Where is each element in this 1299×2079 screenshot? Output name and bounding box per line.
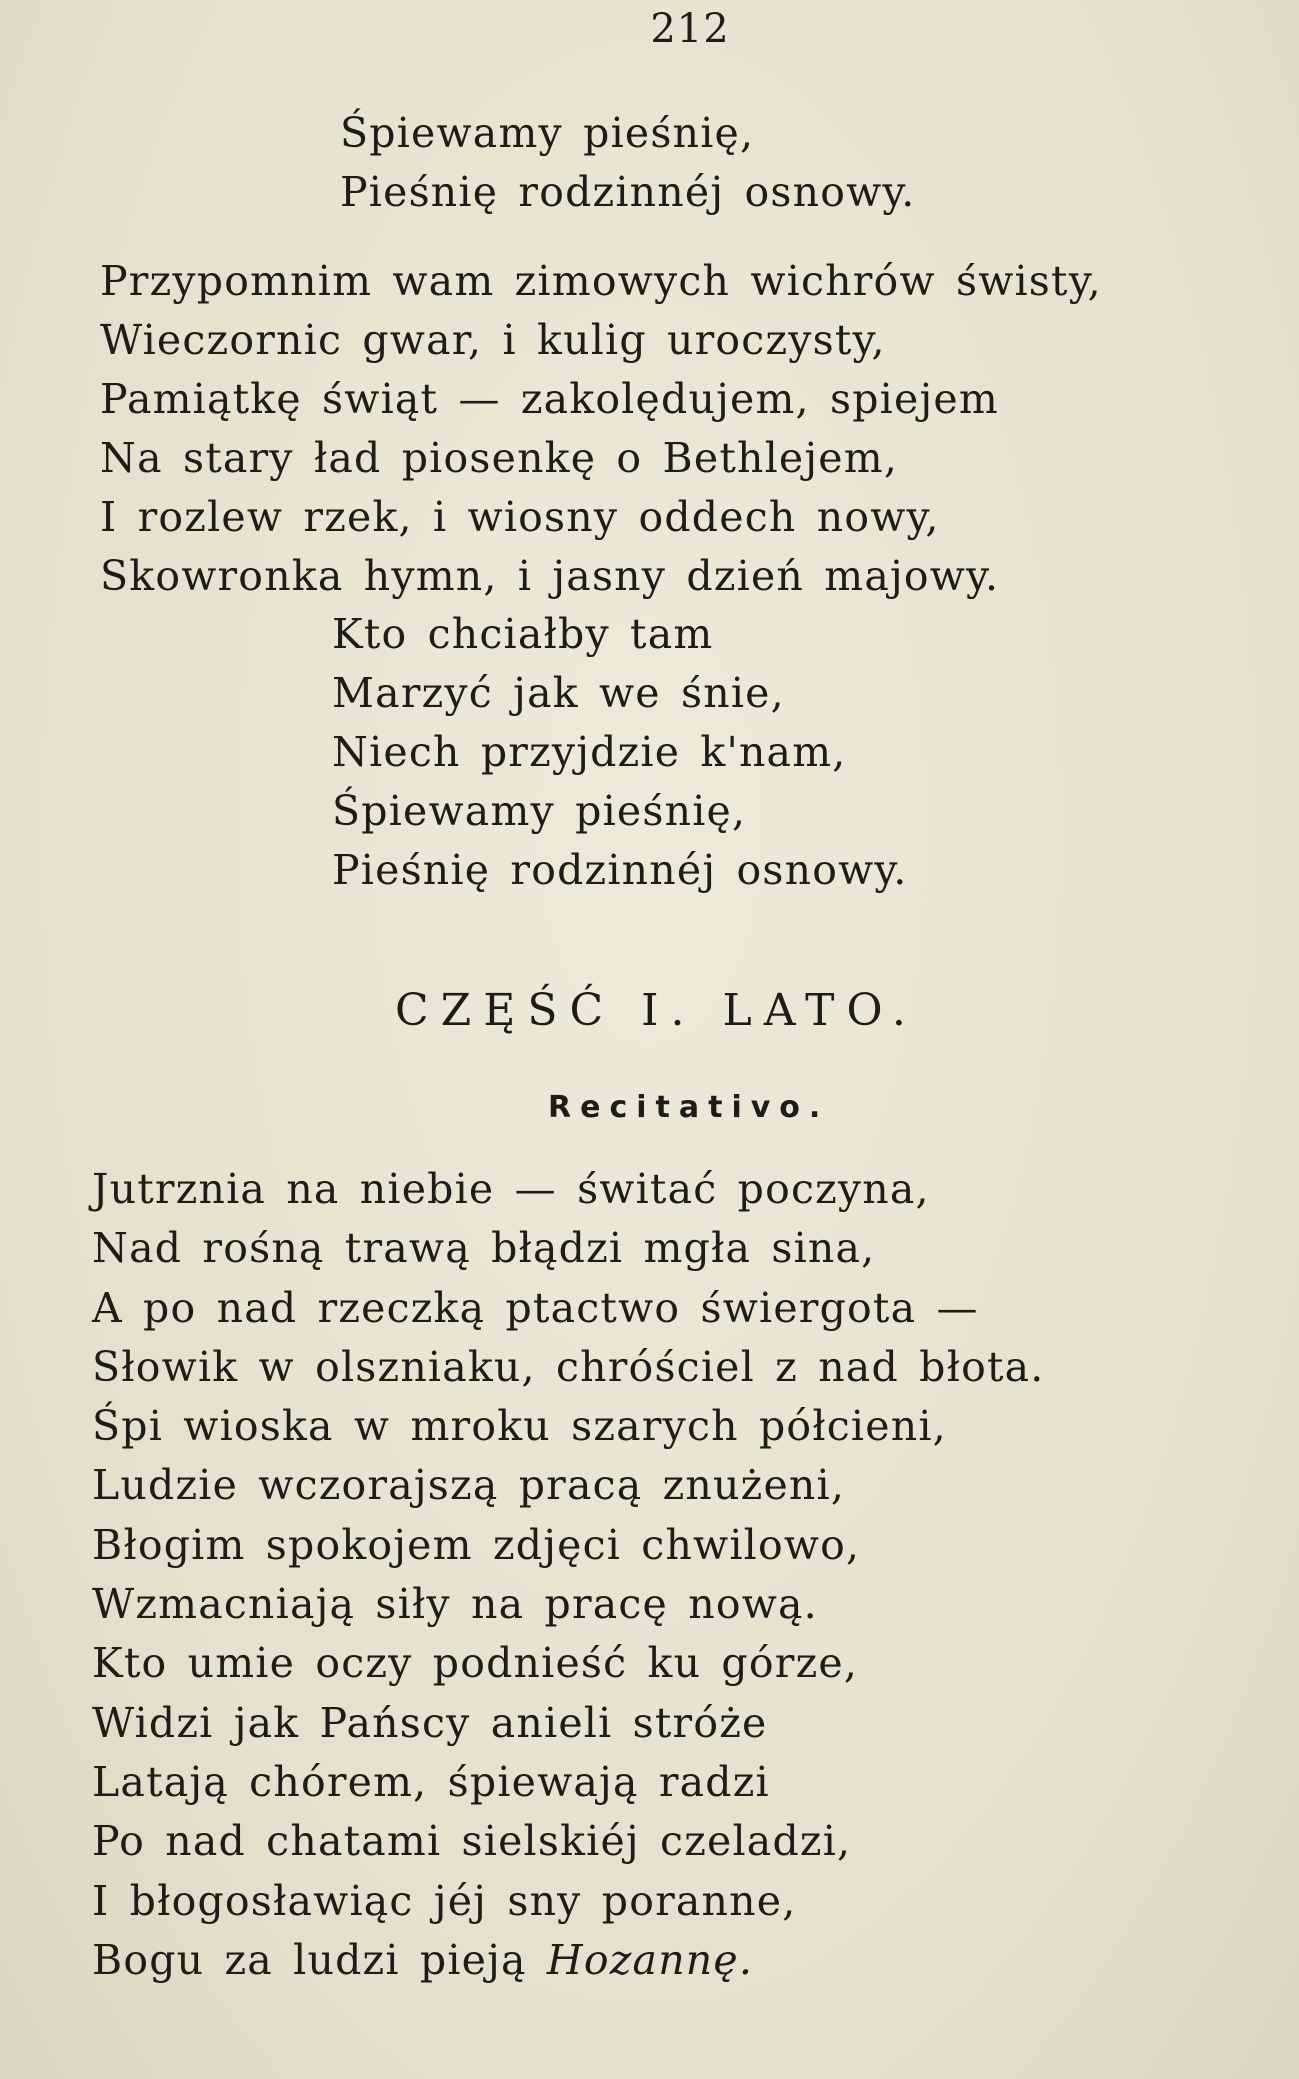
- verse-line: Pieśnię rodzinnéj osnowy.: [332, 846, 908, 894]
- verse-line: Jutrznia na niebie — świtać poczyna,: [92, 1165, 930, 1213]
- stanza-1: [100, 252, 1102, 606]
- verse-line: Latają chórem, śpiewają radzi: [92, 1757, 770, 1806]
- verse-line: Śpiewamy pieśnię,: [340, 109, 755, 157]
- final-line-text: Bogu za ludzi pieją: [92, 1935, 527, 1984]
- subheading: Recitativo.: [548, 1090, 830, 1125]
- verse-line: Skowronka hymn, i jasny dzień majowy.: [100, 552, 1000, 600]
- verse-line: Pamiątkę świąt — zakolędujem, spiejem: [100, 375, 999, 423]
- verse-line: Na stary ład piosenkę o Bethlejem,: [100, 434, 899, 482]
- section-heading: CZĘŚĆ I. LATO.: [395, 985, 918, 1036]
- verse-line: A po nad rzeczką ptactwo świergota —: [92, 1283, 979, 1332]
- verse-line: Wieczornic gwar, i kulig uroczysty,: [100, 316, 886, 364]
- verse-line: Ludzie wczorajszą pracą znużeni,: [92, 1461, 846, 1510]
- page-number: 212: [650, 6, 730, 52]
- verse-line: Po nad chatami sielskiéj czeladzi,: [92, 1817, 852, 1866]
- verse-line: Nad rośną trawą błądzi mgła sina,: [92, 1224, 876, 1273]
- verse-line: Marzyć jak we śnie,: [332, 669, 785, 717]
- verse-line: Niech przyjdzie k'nam,: [332, 728, 847, 776]
- verse-line: I błogosławiąc jéj sny poranne,: [92, 1876, 797, 1925]
- verse-line: Śpiewamy pieśnię,: [332, 787, 747, 835]
- final-line-italic-word: Hozannę.: [546, 1935, 754, 1984]
- verse-line: Przypomnim wam zimowych wichrów świsty,: [100, 257, 1102, 305]
- verse-line: Słowik w olszniaku, chróściel z nad błota.: [92, 1342, 1045, 1391]
- verse-line: Pieśnię rodzinnéj osnowy.: [340, 168, 916, 216]
- verse-line: Śpi wioska w mroku szarych półcieni,: [92, 1402, 947, 1451]
- verse-line: Kto umie oczy podnieść ku górze,: [92, 1639, 859, 1688]
- stanza-2: [92, 1160, 1045, 1990]
- verse-line: I rozlew rzek, i wiosny oddech nowy,: [100, 493, 940, 541]
- verse-line: Kto chciałby tam: [332, 610, 714, 658]
- verse-line: Błogim spokojem zdjęci chwilowo,: [92, 1520, 861, 1569]
- refrain-top: [340, 104, 916, 222]
- verse-line: Wzmacniają siły na pracę nową.: [92, 1580, 818, 1629]
- refrain-2: [332, 605, 908, 900]
- verse-line: Widzi jak Pańscy anieli stróże: [92, 1698, 768, 1747]
- final-verse-line: [92, 1931, 1045, 1990]
